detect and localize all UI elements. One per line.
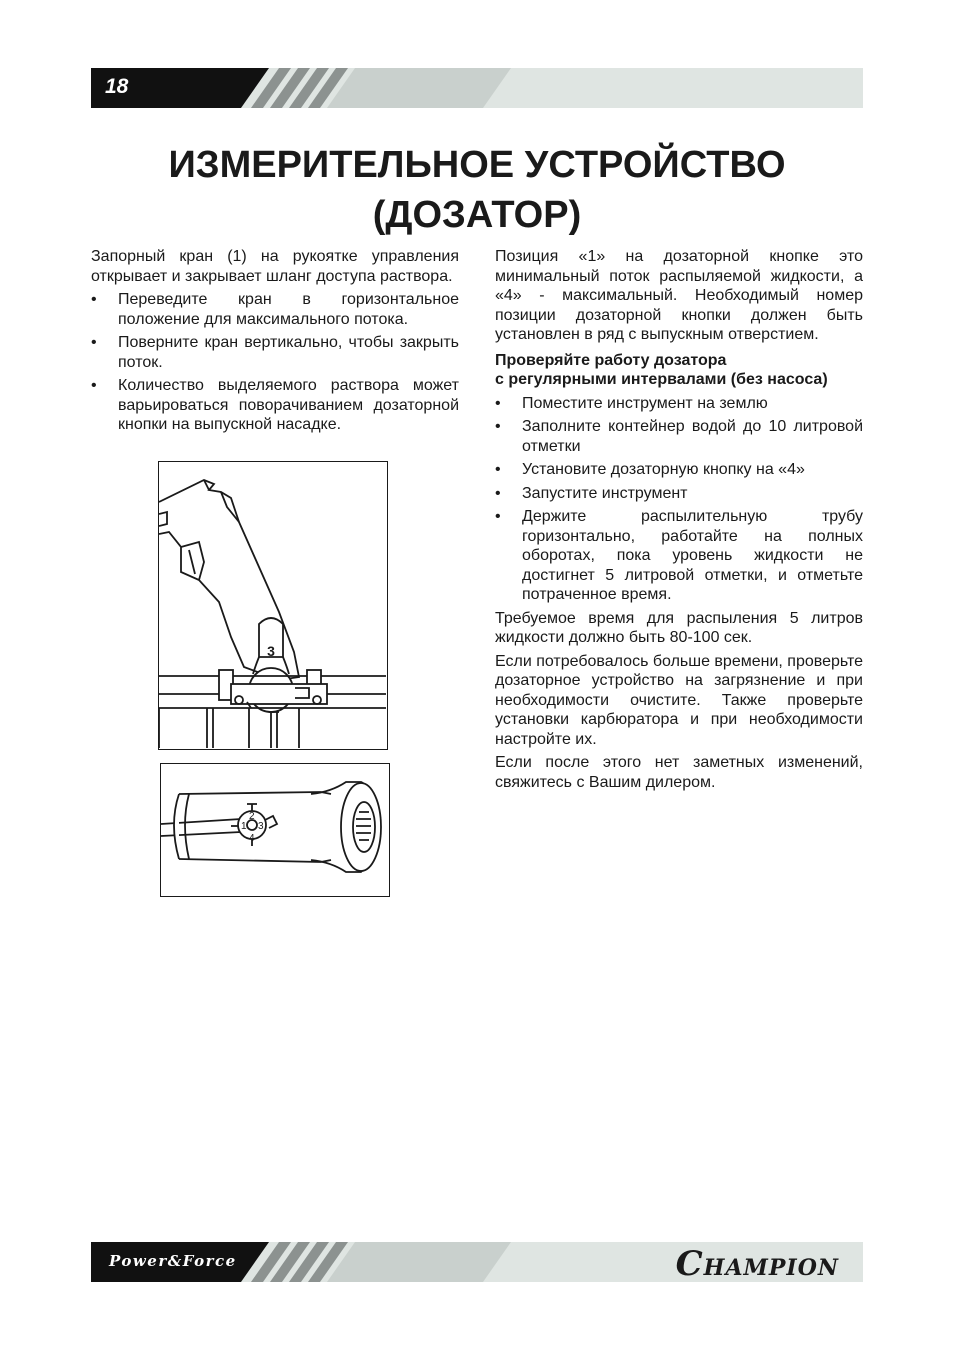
- list-item: • Запустите инструмент: [495, 484, 863, 504]
- dosing-position-1: 1: [241, 821, 247, 832]
- title-line-2: (ДОЗАТОР): [372, 194, 582, 236]
- list-item: • Количество выделяемого раствора может варьироваться поворачиванием дозаторной кнопки на выпускной насадке.: [91, 376, 459, 435]
- list-item: • Поместите инструмент на землю: [495, 394, 863, 414]
- valve-handle-illustration: [159, 462, 386, 748]
- champion-logo-initial: C: [675, 1244, 704, 1284]
- page-title: [91, 140, 863, 240]
- paragraph-contact-dealer: Если после этого нет заметных изменений, свяжитесь с Вашим дилером.: [495, 754, 863, 791]
- left-column: [91, 247, 459, 439]
- list-item: • Поверните кран вертикально, чтобы закрыть поток.: [91, 333, 459, 372]
- figure-valve-handle: [158, 461, 388, 750]
- dosing-nozzle-illustration: [161, 764, 388, 895]
- champion-logo-rest: HAMPION: [703, 1255, 839, 1281]
- dosing-position-4: 4: [249, 833, 255, 844]
- title-line-1: ИЗМЕРИТЕЛЬНОЕ УСТРОЙСТВО: [168, 144, 786, 186]
- list-item: • Держите распылительную трубу горизонтально, работайте на полных оборотах, пока уровень жидкости не достигнет 5 литровой отметки, и отметьте потраченное время.: [495, 507, 863, 605]
- champion-logo: [676, 1244, 839, 1284]
- figure-dosing-nozzle: [160, 763, 390, 897]
- power-force-logo: Power&Force: [109, 1252, 237, 1270]
- dosing-position-3: 3: [258, 821, 264, 832]
- list-item: • Переведите кран в горизонтальное положение для максимального потока.: [91, 290, 459, 329]
- subheading-line-1: Проверяйте работу дозатора: [495, 351, 727, 369]
- footer-band: [91, 1242, 863, 1282]
- header-band-graphic: [91, 68, 863, 108]
- list-item: • Заполните контейнер водой до 10 литровой отметки: [495, 417, 863, 456]
- right-intro: Позиция «1» на дозаторной кнопке это минимальный поток распыляемой жидкости, а «4» - максимальный. Необходимый номер позиции дозаторной кнопки должен быть установлен в ряд с выпускным отверстием.: [495, 248, 863, 343]
- valve-position-label: 3: [267, 643, 275, 659]
- right-bullet-list: [495, 394, 863, 605]
- right-column: [495, 247, 863, 796]
- subheading-line-2: с регулярными интервалами (без насоса): [495, 371, 828, 388]
- page-number: 18: [105, 75, 129, 98]
- paragraph-more-time: Если потребовалось больше времени, проверьте дозаторное устройство на загрязнение и при необходимости очистите. Также проверьте установки карбюратора и при необходимости настройте их.: [495, 652, 863, 748]
- header-band: [91, 68, 863, 108]
- section-subheading: [495, 351, 863, 390]
- paragraph-required-time: Требуемое время для распыления 5 литров жидкости должно быть 80-100 сек.: [495, 609, 863, 646]
- left-intro: Запорный кран (1) на рукоятке управления открывает и закрывает шланг доступа раствора.: [91, 248, 459, 285]
- left-bullet-list: [91, 290, 459, 435]
- dosing-position-2: 2: [249, 811, 255, 822]
- list-item: • Установите дозаторную кнопку на «4»: [495, 460, 863, 480]
